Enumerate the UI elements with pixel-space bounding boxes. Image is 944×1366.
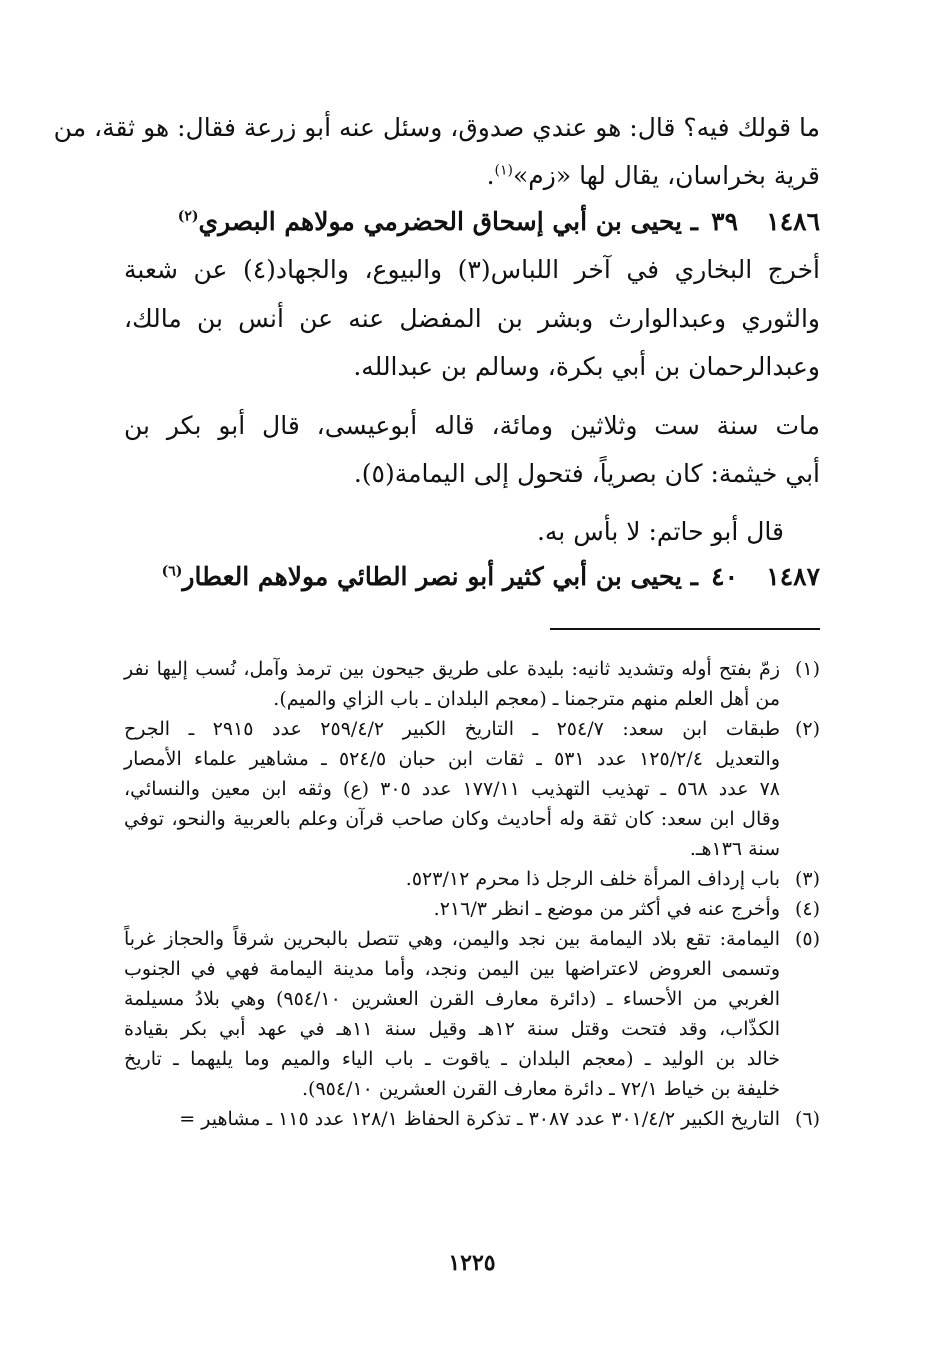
footnote-separator bbox=[550, 628, 820, 630]
footnote-ref: (٦) bbox=[161, 563, 183, 580]
entry-heading bbox=[124, 555, 820, 599]
entry-number: ٤٠ bbox=[711, 562, 738, 591]
footnote-line: طبقات ابن سعد: ٢٥٤/٧ ـ التاريخ الكبير ٢٥٩/٤/٢ عدد ٢٩١٥ ـ الجرح bbox=[124, 718, 780, 740]
footnote bbox=[124, 654, 820, 714]
entry-id: ١٤٨٧ bbox=[766, 562, 820, 591]
footnote-ref: (١) bbox=[494, 162, 513, 179]
body-line: والثوري وعبدالوارث وبشر بن المفضل عنه عن أنس بن مالك، bbox=[124, 304, 820, 333]
footnotes bbox=[124, 654, 820, 1134]
body-line: ما قولك فيه؟ قال: هو عندي صدوق، وسئل عنه أبو زرعة فقال: هو ثقة، من bbox=[53, 113, 820, 142]
footnote-line: الغربي من الأحساء ـ (دائرة معارف القرن العشرين ٩٥٤/١٠) وهي بلادُ مسيلمة bbox=[124, 988, 780, 1010]
footnote-number: (١) bbox=[794, 658, 820, 680]
body-text: . bbox=[486, 161, 495, 190]
footnote bbox=[124, 894, 820, 924]
footnote-number: (٤) bbox=[794, 898, 820, 920]
footnote-line: وقال ابن سعد: كان ثقة وله أحاديث وكان صاحب قرآن وعلم بالعربية والنحو، توفي bbox=[124, 808, 780, 830]
footnote-ref: (٢) bbox=[177, 208, 199, 225]
footnote-line: وتسمى العروض لاعتراضها بين اليمن ونجد، وأما مدينة اليمامة فهي في الجنوب bbox=[124, 958, 780, 980]
body-text: قرية بخراسان، يقال لها «زم» bbox=[512, 161, 820, 190]
footnote-line: خليفة بن خياط ٧٢/١ ـ دائرة معارف القرن العشرين ٩٥٤/١٠). bbox=[301, 1078, 780, 1100]
footnote-line: زمّ بفتح أوله وتشديد ثانيه: بليدة على طريق جيحون بين ترمذ وآمل، نُسب إليها نفر bbox=[124, 658, 780, 680]
body-line: أبي خيثمة: كان بصرياً، فتحول إلى اليمامة(٥). bbox=[353, 459, 820, 488]
entry-title: ـ يحيى بن أبي إسحاق الحضرمي مولاهم البصري bbox=[198, 207, 698, 236]
footnote-line: التاريخ الكبير ٣٠١/٤/٢ عدد ٣٠٨٧ ـ تذكرة الحفاظ ١٢٨/١ عدد ١١٥ ـ مشاهير = bbox=[179, 1108, 780, 1130]
body-line: أخرج البخاري في آخر اللباس(٣) والبيوع، والجهاد(٤) عن شعبة bbox=[124, 255, 820, 284]
entry-id: ١٤٨٦ bbox=[766, 207, 820, 236]
footnote-number: (٥) bbox=[794, 928, 820, 950]
footnote bbox=[124, 1104, 820, 1134]
footnote-line: خالد بن الوليد ـ (معجم البلدان ـ ياقوت ـ باب الياء والميم وما يليهما ـ تاريخ bbox=[124, 1048, 780, 1070]
footnote-number: (٢) bbox=[794, 718, 820, 740]
entry-heading bbox=[124, 200, 820, 244]
footnote-number: (٣) bbox=[794, 868, 820, 890]
footnote-line: باب إرداف المرأة خلف الرجل ذا محرم ٥٢٣/١٢. bbox=[405, 868, 780, 890]
body-line: قال أبو حاتم: لا بأس به. bbox=[536, 517, 784, 546]
body-line: وعبدالرحمان بن أبي بكرة، وسالم بن عبدالله. bbox=[353, 352, 820, 381]
entry-number: ٣٩ bbox=[711, 207, 738, 236]
body-line: مات سنة ست وثلاثين ومائة، قاله أبوعيسى، قال أبو بكر بن bbox=[124, 411, 820, 440]
footnote-line: سنة ١٣٦هـ. bbox=[689, 838, 780, 860]
footnote bbox=[124, 864, 820, 894]
footnote-number: (٦) bbox=[794, 1108, 820, 1130]
footnote-line: وأخرج عنه في أكثر من موضع ـ انظر ٢١٦/٣. bbox=[433, 898, 780, 920]
footnote-line: الكذّاب، وقد فتحت وقتل سنة ١٢هـ وقيل سنة ١١هـ في عهد أبي بكر بقيادة bbox=[124, 1018, 781, 1040]
footnote bbox=[124, 924, 820, 1104]
body-line bbox=[124, 154, 820, 198]
footnote-line: اليمامة: تقع بلاد اليمامة بين نجد واليمن، وهي تتصل بالبحرين شرقاً والحجاز غرباً bbox=[124, 928, 780, 950]
footnote-line: ٧٨ عدد ٥٦٨ ـ تهذيب التهذيب ١٧٧/١١ عدد ٣٠٥ (ع) وثقه ابن معين والنسائي، bbox=[124, 778, 780, 800]
entry-title: ـ يحيى بن أبي كثير أبو نصر الطائي مولاهم العطار bbox=[182, 562, 698, 591]
footnote-line: من أهل العلم منهم مترجمنا ـ (معجم البلدان ـ باب الزاي والميم). bbox=[273, 688, 780, 710]
page-number: ١٢٢٥ bbox=[448, 1250, 496, 1276]
footnote-line: والتعديل ١٢٥/٢/٤ عدد ٥٣١ ـ ثقات ابن حبان ٥٢٤/٥ ـ مشاهير علماء الأمصار bbox=[124, 748, 780, 770]
footnote bbox=[124, 714, 820, 864]
